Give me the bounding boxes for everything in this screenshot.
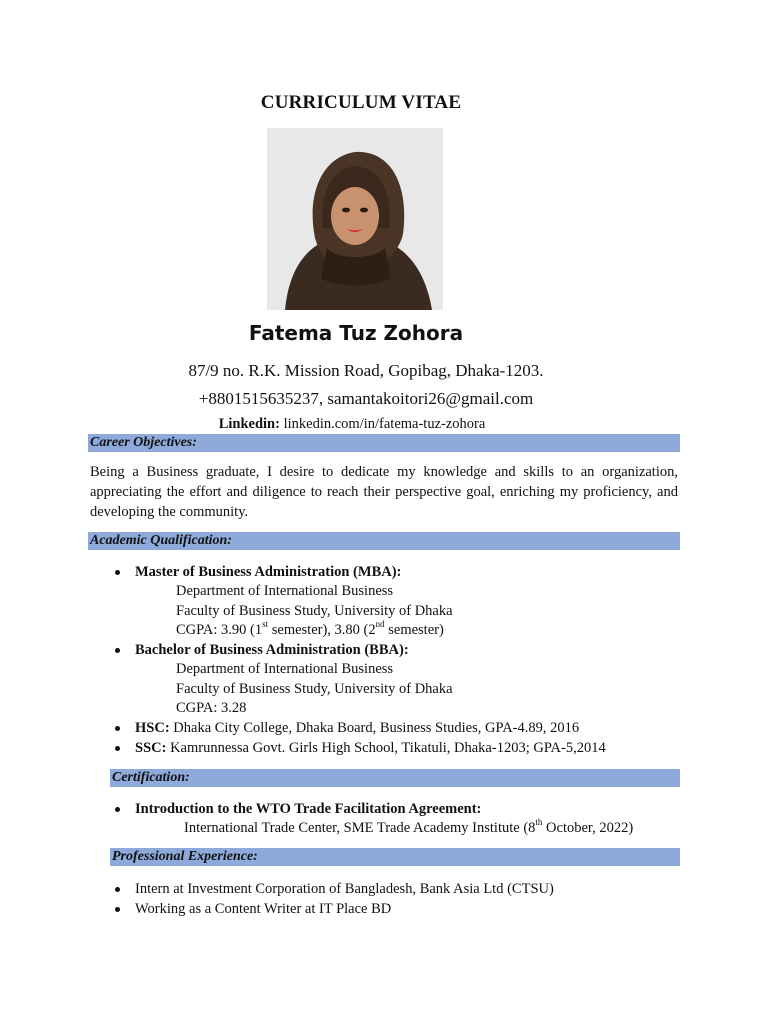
list-item-mba [111,562,401,582]
hsc-label: HSC: [135,720,170,736]
mba-faculty: Faculty of Business Study, University of Dhaka [176,603,453,619]
section-heading-certification: Certification: [110,769,680,787]
bba-title: Bachelor of Business Administration (BBA): [135,642,409,658]
list-item: Working as a Content Writer at IT Place BD [111,899,391,919]
phone-email: +8801515635237, samantakoitori26@gmail.com [198,389,534,408]
certification-detail: International Trade Center, SME Trade Academy Institute (8th October, 2022) [184,817,634,836]
mba-title: Master of Business Administration (MBA): [135,564,402,580]
certification-title: Introduction to the WTO Trade Facilitation Agreement: [135,801,482,817]
linkedin-line [0,416,704,433]
bba-dept: Department of International Business [176,661,394,677]
section-heading-career: Career Objectives: [88,434,680,452]
address: 87/9 no. R.K. Mission Road, Gopibag, Dhaka-1203. [188,361,544,380]
mba-cgpa: CGPA: 3.90 (1st semester), 3.80 (2nd semester) [176,619,444,638]
hsc-text: Dhaka City College, Dhaka Board, Business Studies, GPA-4.89, 2016 [169,720,580,736]
list-item-bba [111,640,409,660]
ssc-label: SSC: [135,740,167,756]
profile-photo [267,128,443,310]
section-heading-academic: Academic Qualification: [88,532,680,550]
bba-cgpa: CGPA: 3.28 [176,700,247,716]
linkedin-link[interactable]: linkedin.com/in/fatema-tuz-zohora [283,416,486,432]
mba-dept: Department of International Business [176,583,394,599]
list-item-ssc [111,738,606,758]
candidate-name: Fatema Tuz Zohora [248,321,464,345]
list-item: Intern at Investment Corporation of Bangladesh, Bank Asia Ltd (CTSU) [111,879,554,899]
career-objective-text: Being a Business graduate, I desire to dedicate my knowledge and skills to an organization, appreciating the effort and diligence to reach their perspective goal, enriching my proficiency, and developing the community. [90,464,678,520]
linkedin-label: Linkedin: [218,416,280,432]
document-title: CURRICULUM VITAE [260,92,462,113]
bba-faculty: Faculty of Business Study, University of Dhaka [176,681,453,697]
list-item-certification [111,799,481,819]
section-heading-experience: Professional Experience: [110,848,680,866]
list-item-hsc [111,718,579,738]
ssc-text: Kamrunnessa Govt. Girls High School, Tikatuli, Dhaka-1203; GPA-5,2014 [166,740,606,756]
